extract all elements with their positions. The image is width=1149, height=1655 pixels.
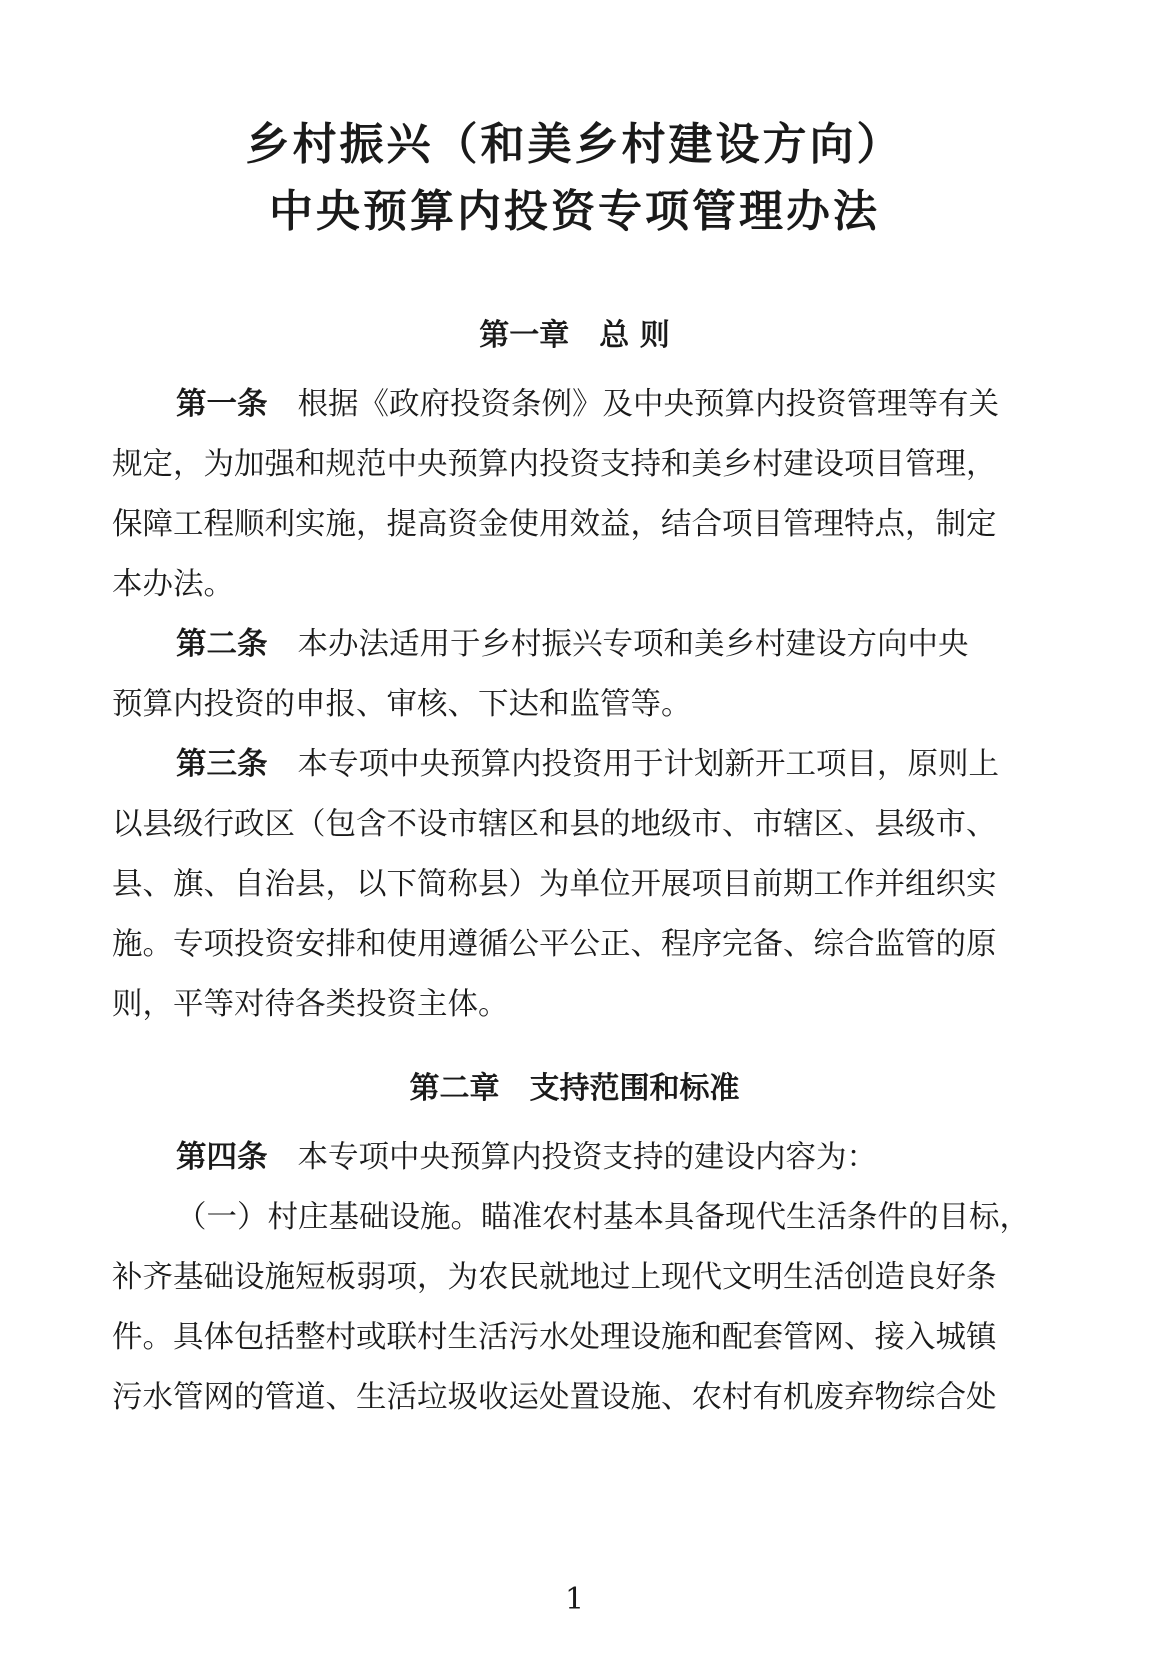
article-3-label: 第三条 — [176, 747, 268, 782]
article-3-text-5: 则，平等对待各类投资主体。 — [112, 987, 509, 1022]
page-number: 1 — [564, 1582, 585, 1617]
item-1-text-1: （一）村庄基础设施。瞄准农村基本具备现代生活条件的目标， — [176, 1200, 1030, 1235]
chapter-2-heading: 第二章 支持范围和标准 — [409, 1071, 740, 1106]
chapter-1-heading: 第一章 总 则 — [479, 318, 670, 353]
item-1-text-2: 补齐基础设施短板弱项，为农民就地过上现代文明生活创造良好条 — [112, 1260, 997, 1295]
item-1-text-3: 件。具体包括整村或联村生活污水处理设施和配套管网、接入城镇 — [112, 1320, 997, 1355]
article-2-line — [176, 627, 1042, 663]
article-3-text-3: 县、旗、自治县，以下简称县）为单位开展项目前期工作并组织实 — [112, 867, 997, 902]
item-1-text-4: 污水管网的管道、生活垃圾收运处置设施、农村有机废弃物综合处 — [112, 1380, 997, 1415]
document-title-line2: 中央预算内投资专项管理办法 — [269, 186, 880, 237]
article-4-text: 本专项中央预算内投资支持的建设内容为： — [297, 1140, 877, 1175]
document-title-line1: 乡村振兴（和美乡村建设方向） — [245, 119, 904, 170]
article-3-text-4: 施。专项投资安排和使用遵循公平公正、程序完备、综合监管的原 — [112, 927, 997, 962]
article-4-line — [176, 1140, 1042, 1176]
article-1-line — [176, 387, 1042, 423]
article-1-text-2: 规定，为加强和规范中央预算内投资支持和美乡村建设项目管理， — [112, 447, 997, 482]
article-3-text: 本专项中央预算内投资用于计划新开工项目，原则上 — [297, 747, 999, 782]
article-4-label: 第四条 — [176, 1140, 268, 1175]
article-2-text-2: 预算内投资的申报、审核、下达和监管等。 — [112, 687, 692, 722]
article-1-label: 第一条 — [176, 387, 268, 422]
article-1-text-4: 本办法。 — [112, 567, 234, 602]
article-1-text-3: 保障工程顺利实施，提高资金使用效益，结合项目管理特点，制定 — [112, 507, 997, 542]
article-2-text: 本办法适用于乡村振兴专项和美乡村建设方向中央 — [297, 627, 969, 662]
article-3-text-2: 以县级行政区（包含不设市辖区和县的地级市、市辖区、县级市、 — [112, 807, 997, 842]
article-3-line — [176, 747, 1042, 783]
article-2-label: 第二条 — [176, 627, 268, 662]
article-1-text: 根据《政府投资条例》及中央预算内投资管理等有关 — [297, 387, 999, 422]
